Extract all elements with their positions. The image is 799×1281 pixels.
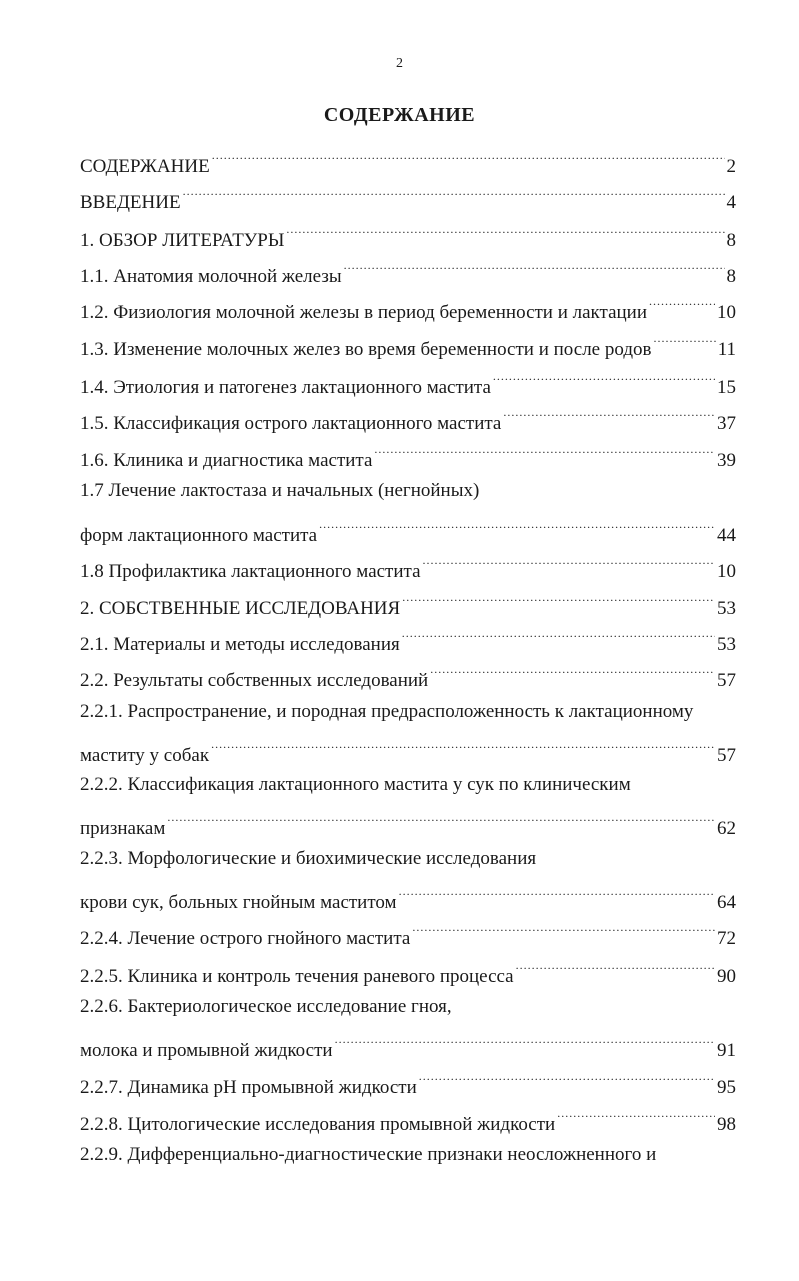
toc-entry-label: 2.2. Результаты собственных исследований: [80, 670, 429, 691]
dot-leader: [211, 737, 715, 761]
toc-entry-label: 1.1. Анатомия молочной железы: [80, 266, 342, 287]
dot-leader: [344, 258, 725, 282]
toc-entry-line: 2.2.6. Бактериологическое исследование гноя,: [80, 996, 452, 1017]
toc-entry-label: 2.2.8. Цитологические исследования промывной жидкости: [80, 1114, 556, 1135]
dot-leader: [516, 958, 715, 982]
toc-entry-page: 2: [726, 156, 736, 177]
toc-entry[interactable]: [80, 442, 736, 473]
toc-entry-label: 2.2.5. Клиника и контроль течения раневого процесса: [80, 966, 514, 987]
toc-entry-page: 39: [717, 450, 736, 471]
toc-entry[interactable]: [80, 958, 736, 989]
toc-entry[interactable]: [80, 517, 736, 548]
toc-entry-page: 4: [726, 192, 736, 213]
toc-entry-label: 2.2.7. Динамика pH промывной жидкости: [80, 1077, 417, 1098]
dot-leader: [286, 222, 724, 246]
toc-entry[interactable]: [80, 184, 736, 215]
toc-entry-page: 90: [717, 966, 736, 987]
toc-entry-line: 2.2.2. Классификация лактационного мастита у сук по клиническим: [80, 774, 631, 795]
toc-entry-label: 2. СОБСТВЕННЫЕ ИССЛЕДОВАНИЯ: [80, 598, 401, 619]
toc-entry-page: 11: [717, 339, 736, 360]
toc-entry-page: 98: [717, 1114, 736, 1135]
toc-entry-page: 8: [726, 266, 736, 287]
toc-entry-page: 8: [726, 230, 736, 251]
toc-entry-label: 1.8 Профилактика лактационного мастита: [80, 561, 421, 582]
toc-entry[interactable]: [80, 590, 736, 621]
dot-leader: [503, 405, 715, 429]
toc-entry-label: 1.3. Изменение молочных желез во время беременности и после родов: [80, 339, 652, 360]
toc-entry-line: 1.7 Лечение лактостаза и начальных (негнойных): [80, 480, 480, 501]
toc-entry-page: 53: [717, 634, 736, 655]
dot-leader: [167, 810, 715, 834]
toc-entry-page: 64: [717, 892, 736, 913]
toc-entry-label: 1.6. Клиника и диагностика мастита: [80, 450, 373, 471]
dot-leader: [335, 1032, 715, 1056]
dot-leader: [183, 184, 725, 208]
toc-entry[interactable]: [80, 148, 736, 179]
toc-entry-label: маститу у собак: [80, 745, 210, 766]
toc-entry[interactable]: [80, 810, 736, 841]
toc-entry[interactable]: [80, 1069, 736, 1100]
dot-leader: [423, 553, 716, 577]
dot-leader: [402, 590, 715, 614]
toc-entry[interactable]: [80, 294, 736, 325]
toc-entry-page: 37: [717, 413, 736, 434]
toc-entry-label: форм лактационного мастита: [80, 525, 318, 546]
toc-entry-label: крови сук, больных гнойным маститом: [80, 892, 397, 913]
toc-entry[interactable]: [80, 920, 736, 951]
toc-entry-page: 72: [717, 928, 736, 949]
toc-entry-page: 95: [717, 1077, 736, 1098]
toc-entry[interactable]: [80, 662, 736, 693]
toc-entry[interactable]: [80, 331, 736, 362]
dot-leader: [212, 148, 725, 172]
toc-entry-label: 2.1. Материалы и методы исследования: [80, 634, 400, 655]
toc-entry[interactable]: [80, 737, 736, 768]
toc-entry[interactable]: [80, 258, 736, 289]
toc-entry[interactable]: [80, 1032, 736, 1063]
toc-entry-label: СОДЕРЖАНИЕ: [80, 156, 210, 177]
toc-entry[interactable]: [80, 626, 736, 657]
dot-leader: [419, 1069, 715, 1093]
toc-entry-label: молока и промывной жидкости: [80, 1040, 333, 1061]
dot-leader: [399, 884, 715, 908]
toc-entry-label: 1. ОБЗОР ЛИТЕРАТУРЫ: [80, 230, 285, 251]
toc-entry-page: 10: [717, 302, 736, 323]
toc-entry[interactable]: [80, 553, 736, 584]
toc-entry-label: ВВЕДЕНИЕ: [80, 192, 181, 213]
toc-entry-page: 57: [717, 670, 736, 691]
dot-leader: [649, 294, 715, 318]
dot-leader: [493, 369, 715, 393]
toc-entry-page: 57: [717, 745, 736, 766]
toc-entry-line: 2.2.1. Распространение, и породная предрасположенность к лактационному: [80, 701, 694, 722]
toc-entry-page: 53: [717, 598, 736, 619]
toc-entry-page: 62: [717, 818, 736, 839]
toc-entry-line: 2.2.3. Морфологические и биохимические исследования: [80, 848, 537, 869]
toc-entry[interactable]: [80, 369, 736, 400]
dot-leader: [374, 442, 715, 466]
toc-entry-page: 10: [717, 561, 736, 582]
toc-entry-label: 1.5. Классификация острого лактационного мастита: [80, 413, 502, 434]
dot-leader: [653, 331, 715, 355]
toc-entry-label: 1.4. Этиология и патогенез лактационного мастита: [80, 377, 491, 398]
dot-leader: [319, 517, 715, 541]
toc-entry[interactable]: [80, 405, 736, 436]
dot-leader: [412, 920, 715, 944]
toc-entry-label: 1.2. Физиология молочной железы в период беременности и лактации: [80, 302, 648, 323]
toc-entry[interactable]: [80, 222, 736, 253]
page-number: 2: [396, 56, 403, 71]
toc-entry-page: 44: [717, 525, 736, 546]
dot-leader: [430, 662, 715, 686]
toc-entry-label: 2.2.4. Лечение острого гнойного мастита: [80, 928, 411, 949]
toc-entry-label: признакам: [80, 818, 166, 839]
dot-leader: [402, 626, 715, 650]
toc-entry-line: 2.2.9. Дифференциально-диагностические признаки неосложненного и: [80, 1144, 657, 1165]
toc-entry-page: 91: [717, 1040, 736, 1061]
toc-entry[interactable]: [80, 884, 736, 915]
dot-leader: [557, 1106, 715, 1130]
toc-entry-page: 15: [717, 377, 736, 398]
page-title: СОДЕРЖАНИЕ: [323, 104, 476, 126]
toc-entry[interactable]: [80, 1106, 736, 1137]
